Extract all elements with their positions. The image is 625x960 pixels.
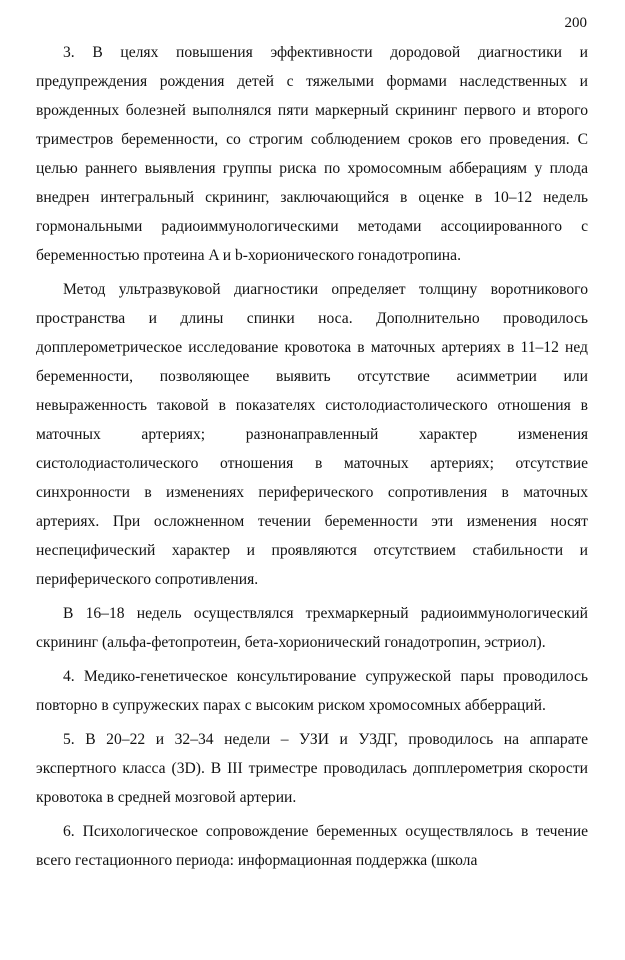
paragraph-ultrasound-method: Метод ультразвуковой диагностики определяет толщину воротникового пространства и длины спинки носа. Дополнительно проводилось допплерометрическое исследование кровотока в маточных артериях в 11–12 нед беременности, позволяющее выявить отсутствие асимметрии или невыраженность таковой в показателях систолодиастолического отношения в маточных артериях; разнонаправленный характер изменения систолодиастолического отношения в маточных артериях; отсутствие синхронности в изменениях периферического сопротивления в маточных артериях. При осложненном течении беременности эти изменения носят неспецифический характер и проявляются отсутствием стабильности и периферического сопротивления. xyxy=(36,281,588,588)
body-text xyxy=(36,38,588,880)
page-number: 200 xyxy=(564,15,587,31)
paragraph-uzi-uzdg: 5. В 20–22 и 32–34 недели – УЗИ и УЗДГ, проводилось на аппарате экспертного класса (3D). В III триместре проводилась допплерометрия скорости кровотока в средней мозговой артерии. xyxy=(36,731,588,806)
paragraph-psychological-support: 6. Психологическое сопровождение беременных осуществлялось в течение всего гестационного периода: информационная поддержка (школа xyxy=(36,823,588,869)
paragraph-screening: 3. В целях повышения эффективности дородовой диагностики и предупреждения рождения детей с тяжелыми формами наследственных и врожденных болезней выполнялся пяти маркерный скрининг первого и второго триместров беременности, со строгим соблюдением сроков его проведения. С целью раннего выявления группы риска по хромосомным абберациям у плода внедрен интегральный скрининг, заключающийся в оценке в 10–12 недель гормональными радиоиммунологическими методами ассоциированного с беременностью протеина A и b-хорионического гонадотропина. xyxy=(36,44,588,264)
paragraph-genetic-counseling: 4. Медико-генетическое консультирование супружеской пары проводилось повторно в супружеских парах с высоким риском хромосомных абберраций. xyxy=(36,668,588,714)
paragraph-triple-marker-screening: В 16–18 недель осуществлялся трехмаркерный радиоиммунологический скрининг (альфа-фетопротеин, бета-хорионический гонадотропин, эстриол). xyxy=(36,605,588,651)
